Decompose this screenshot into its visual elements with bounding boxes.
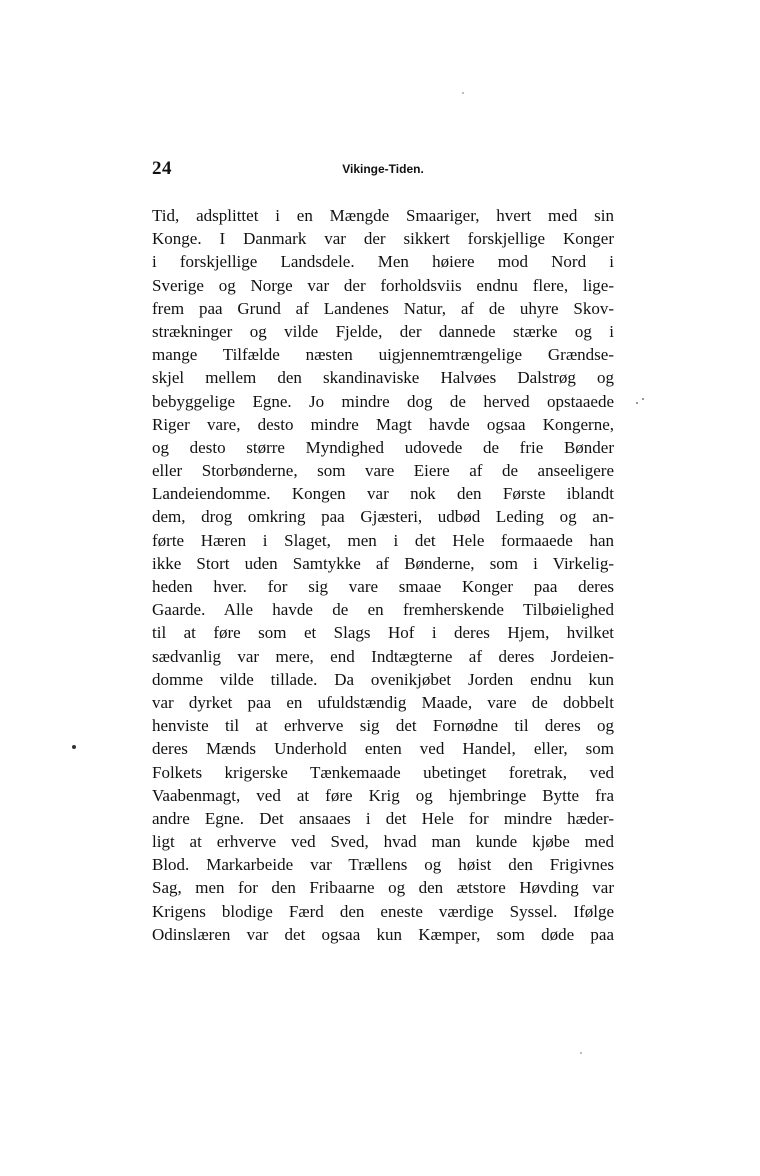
text-line: Krigens blodige Færd den eneste værdige Syssel. Ifølge [152,901,614,921]
text-line: Gaarde. Alle havde de en fremherskende Tilbøielighed [152,600,614,620]
text-line: ikke Stort uden Samtykke af Bønderne, som i Virkelig- [152,553,614,573]
text-line: deres Mænds Underhold enten ved Handel, eller, som [152,739,614,759]
running-title: Vikinge-Tiden. [342,162,424,176]
text-line: skjel mellem den skandinaviske Halvøes Dalstrøg og [152,368,614,388]
text-line: førte Hæren i Slaget, men i det Hele formaaede han [152,530,614,550]
text-line: Blod. Markarbeide var Trællens og høist den Frigivnes [152,855,614,875]
text-line: henviste til at erhverve sig det Fornødne til deres og [152,716,614,736]
scan-speck [580,1052,582,1054]
text-line: dem, drog omkring paa Gjæsteri, udbød Leding og an- [152,507,614,527]
page-number: 24 [152,158,172,179]
text-line: domme vilde tillade. Da ovenikjøbet Jorden endnu kun [152,669,614,689]
body-text [152,204,614,946]
text-line: ligt at erhverve ved Sved, hvad man kunde kjøbe med [152,832,614,852]
text-line: sædvanlig var mere, end Indtægterne af deres Jordeien- [152,646,614,666]
scan-speck [642,398,644,400]
text-line: heden hver. for sig vare smaae Konger paa deres [152,577,614,596]
running-head [152,158,614,182]
text-line: frem paa Grund af Landenes Natur, af de uhyre Skov- [152,298,614,318]
text-line: i forskjellige Landsdele. Men høiere mod Nord i [152,252,614,272]
text-line: Konge. I Danmark var der sikkert forskjellige Konger [152,229,614,249]
text-line: Tid, adsplittet i en Mængde Smaariger, hvert med sin [152,206,614,225]
scan-speck [462,92,464,94]
text-line: Riger vare, desto mindre Magt havde ogsaa Kongerne, [152,414,614,434]
text-line: andre Egne. Det ansaaes i det Hele for mindre hæder- [152,808,614,828]
text-line: bebyggelige Egne. Jo mindre dog de herved opstaaede [152,391,614,411]
text-line: til at føre som et Slags Hof i deres Hjem, hvilket [152,623,614,643]
text-line: Landeiendomme. Kongen var nok den Første iblandt [152,484,614,504]
text-line: mange Tilfælde næsten uigjennemtrængelige Grændse- [152,345,614,365]
text-line: Sag, men for den Fribaarne og den ætstore Høvding var [152,878,614,898]
scan-speck [72,745,76,749]
text-line: Sverige og Norge var der forholdsviis endnu flere, lige- [152,275,614,295]
text-line: Vaabenmagt, ved at føre Krig og hjembringe Bytte fra [152,785,614,805]
text-line: strækninger og vilde Fjelde, der dannede stærke og i [152,321,614,341]
text-line: Odinslæren var det ogsaa kun Kæmper, som døde paa [152,924,614,944]
text-line: og desto større Myndighed udovede de frie Bønder [152,437,614,457]
scan-speck [636,402,638,404]
text-line: eller Storbønderne, som vare Eiere af de anseeligere [152,461,614,481]
text-line: var dyrket paa en ufuldstændig Maade, vare de dobbelt [152,692,614,712]
text-line: Folkets krigerske Tænkemaade ubetinget foretrak, ved [152,762,614,782]
